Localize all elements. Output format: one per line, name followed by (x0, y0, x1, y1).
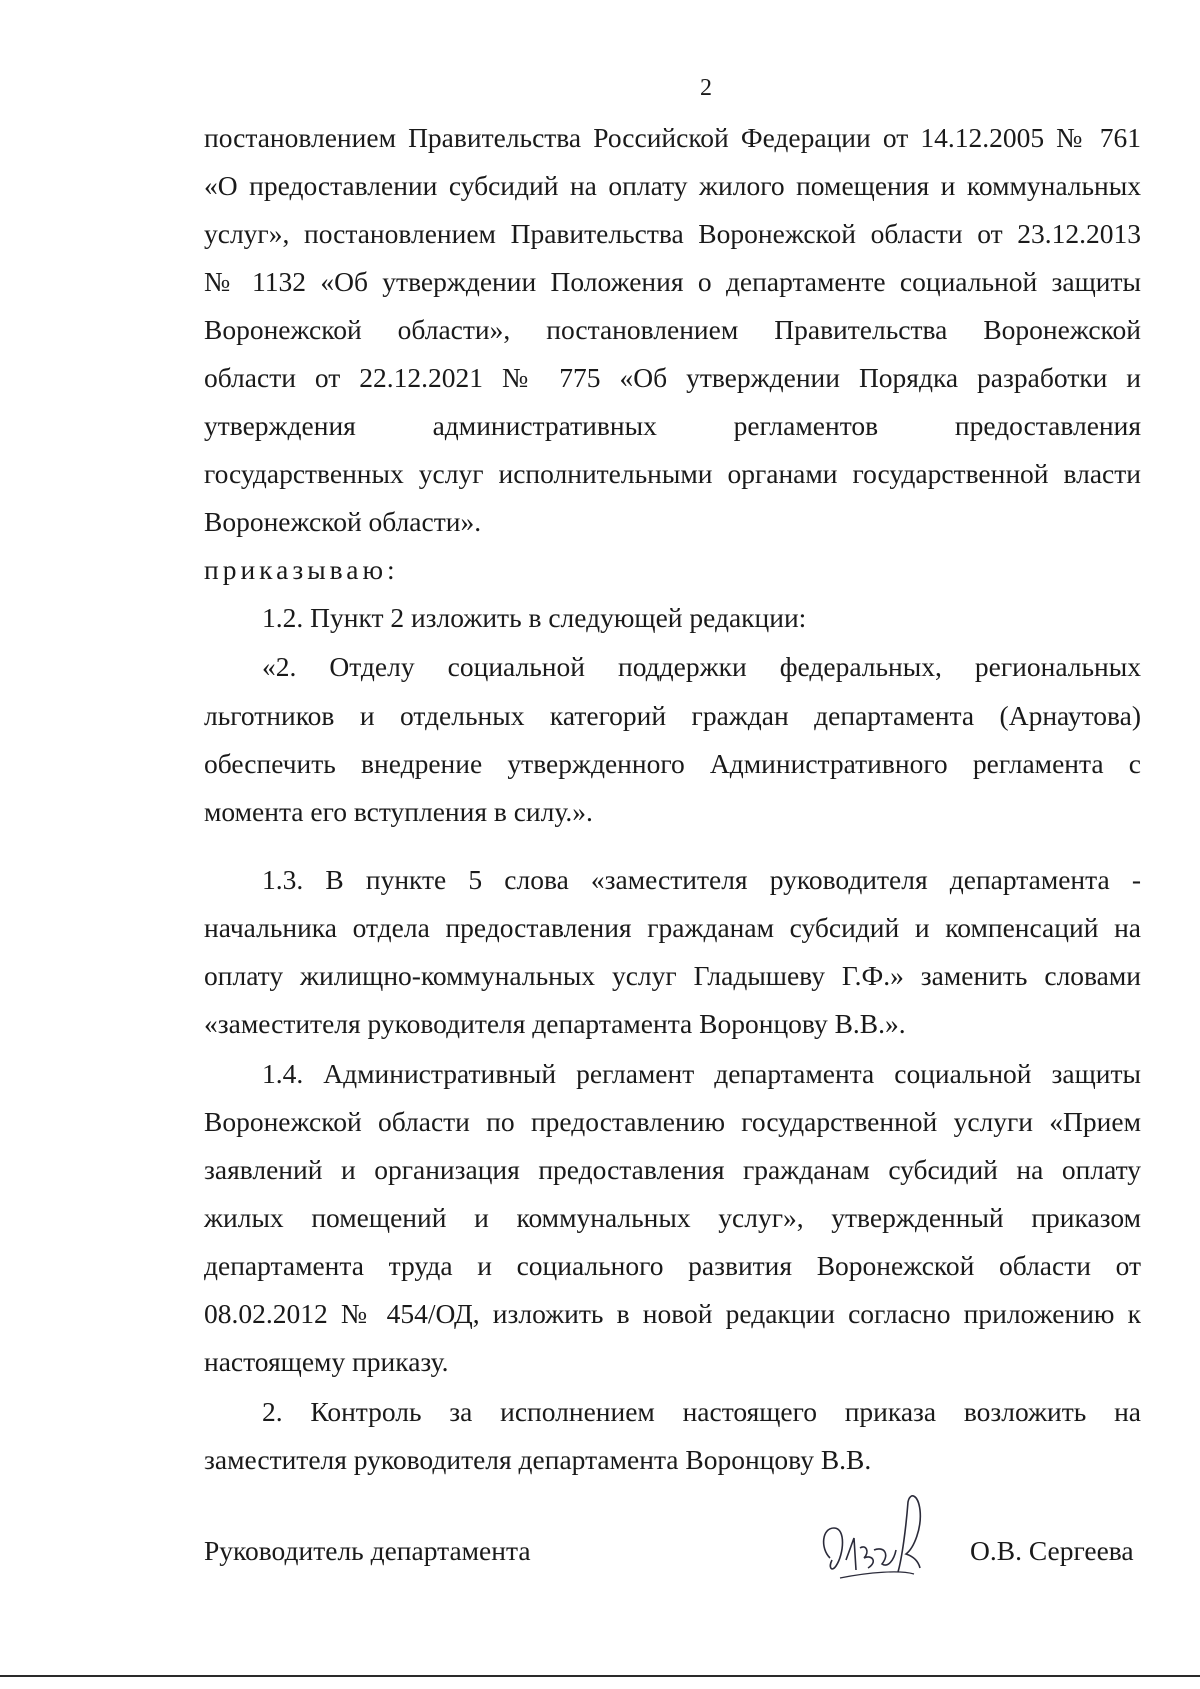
body-line: № 1132 «Об утверждении Положения о департаменте социальной защиты (204, 266, 1141, 297)
body-line: обеспечить внедрение утвержденного Административного регламента с (204, 748, 1141, 779)
body-line: государственных услуг исполнительными органами государственной власти (204, 458, 1141, 489)
body-line: «О предоставлении субсидий на оплату жилого помещения и коммунальных (204, 170, 1141, 201)
body-line: «2. Отделу социальной поддержки федеральных, региональных (262, 651, 1141, 682)
body-line: утверждения административных регламентов предоставления (204, 410, 1141, 441)
body-line: оплату жилищно-коммунальных услуг Гладышеву Г.Ф.» заменить словами (204, 960, 1141, 991)
order-word: приказываю: (204, 554, 399, 585)
body-line: области от 22.12.2021 № 775 «Об утверждении Порядка разработки и (204, 362, 1141, 393)
body-line: услуг», постановлением Правительства Воронежской области от 23.12.2013 (204, 218, 1141, 249)
body-line: момента его вступления в силу.». (204, 796, 593, 827)
body-line: Воронежской области», постановлением Правительства Воронежской (204, 314, 1141, 345)
body-line: 08.02.2012 № 454/ОД, изложить в новой редакции согласно приложению к (204, 1298, 1141, 1329)
body-line: постановлением Правительства Российской Федерации от 14.12.2005 № 761 (204, 122, 1141, 153)
body-line: Воронежской области по предоставлению государственной услуги «Прием (204, 1106, 1141, 1137)
body-line: 1.4. Административный регламент департамента социальной защиты (262, 1058, 1141, 1089)
bottom-rule (0, 1675, 1200, 1677)
body-line: 1.3. В пункте 5 слова «заместителя руководителя департамента - (262, 864, 1141, 895)
signatory-name: О.В. Сергеева (970, 1535, 1134, 1566)
body-line: начальника отдела предоставления гражданам субсидий и компенсаций на (204, 912, 1141, 943)
signatory-title: Руководитель департамента (204, 1535, 531, 1566)
body-line: 1.2. Пункт 2 изложить в следующей редакции: (262, 602, 807, 633)
handwritten-signature (810, 1488, 960, 1608)
body-line: жилых помещений и коммунальных услуг», утвержденный приказом (204, 1202, 1141, 1233)
body-line: Воронежской области». (204, 506, 482, 537)
body-line: льготников и отдельных категорий граждан департамента (Арнаутова) (204, 700, 1141, 731)
body-line: заместителя руководителя департамента Воронцову В.В. (204, 1444, 872, 1475)
body-line: заявлений и организация предоставления гражданам субсидий на оплату (204, 1154, 1141, 1185)
body-line: 2. Контроль за исполнением настоящего приказа возложить на (262, 1396, 1141, 1427)
body-line: настоящему приказу. (204, 1346, 449, 1377)
body-line: «заместителя руководителя департамента Воронцову В.В.». (204, 1008, 906, 1039)
page-number: 2 (700, 75, 712, 101)
body-line: департамента труда и социального развития Воронежской области от (204, 1250, 1141, 1281)
